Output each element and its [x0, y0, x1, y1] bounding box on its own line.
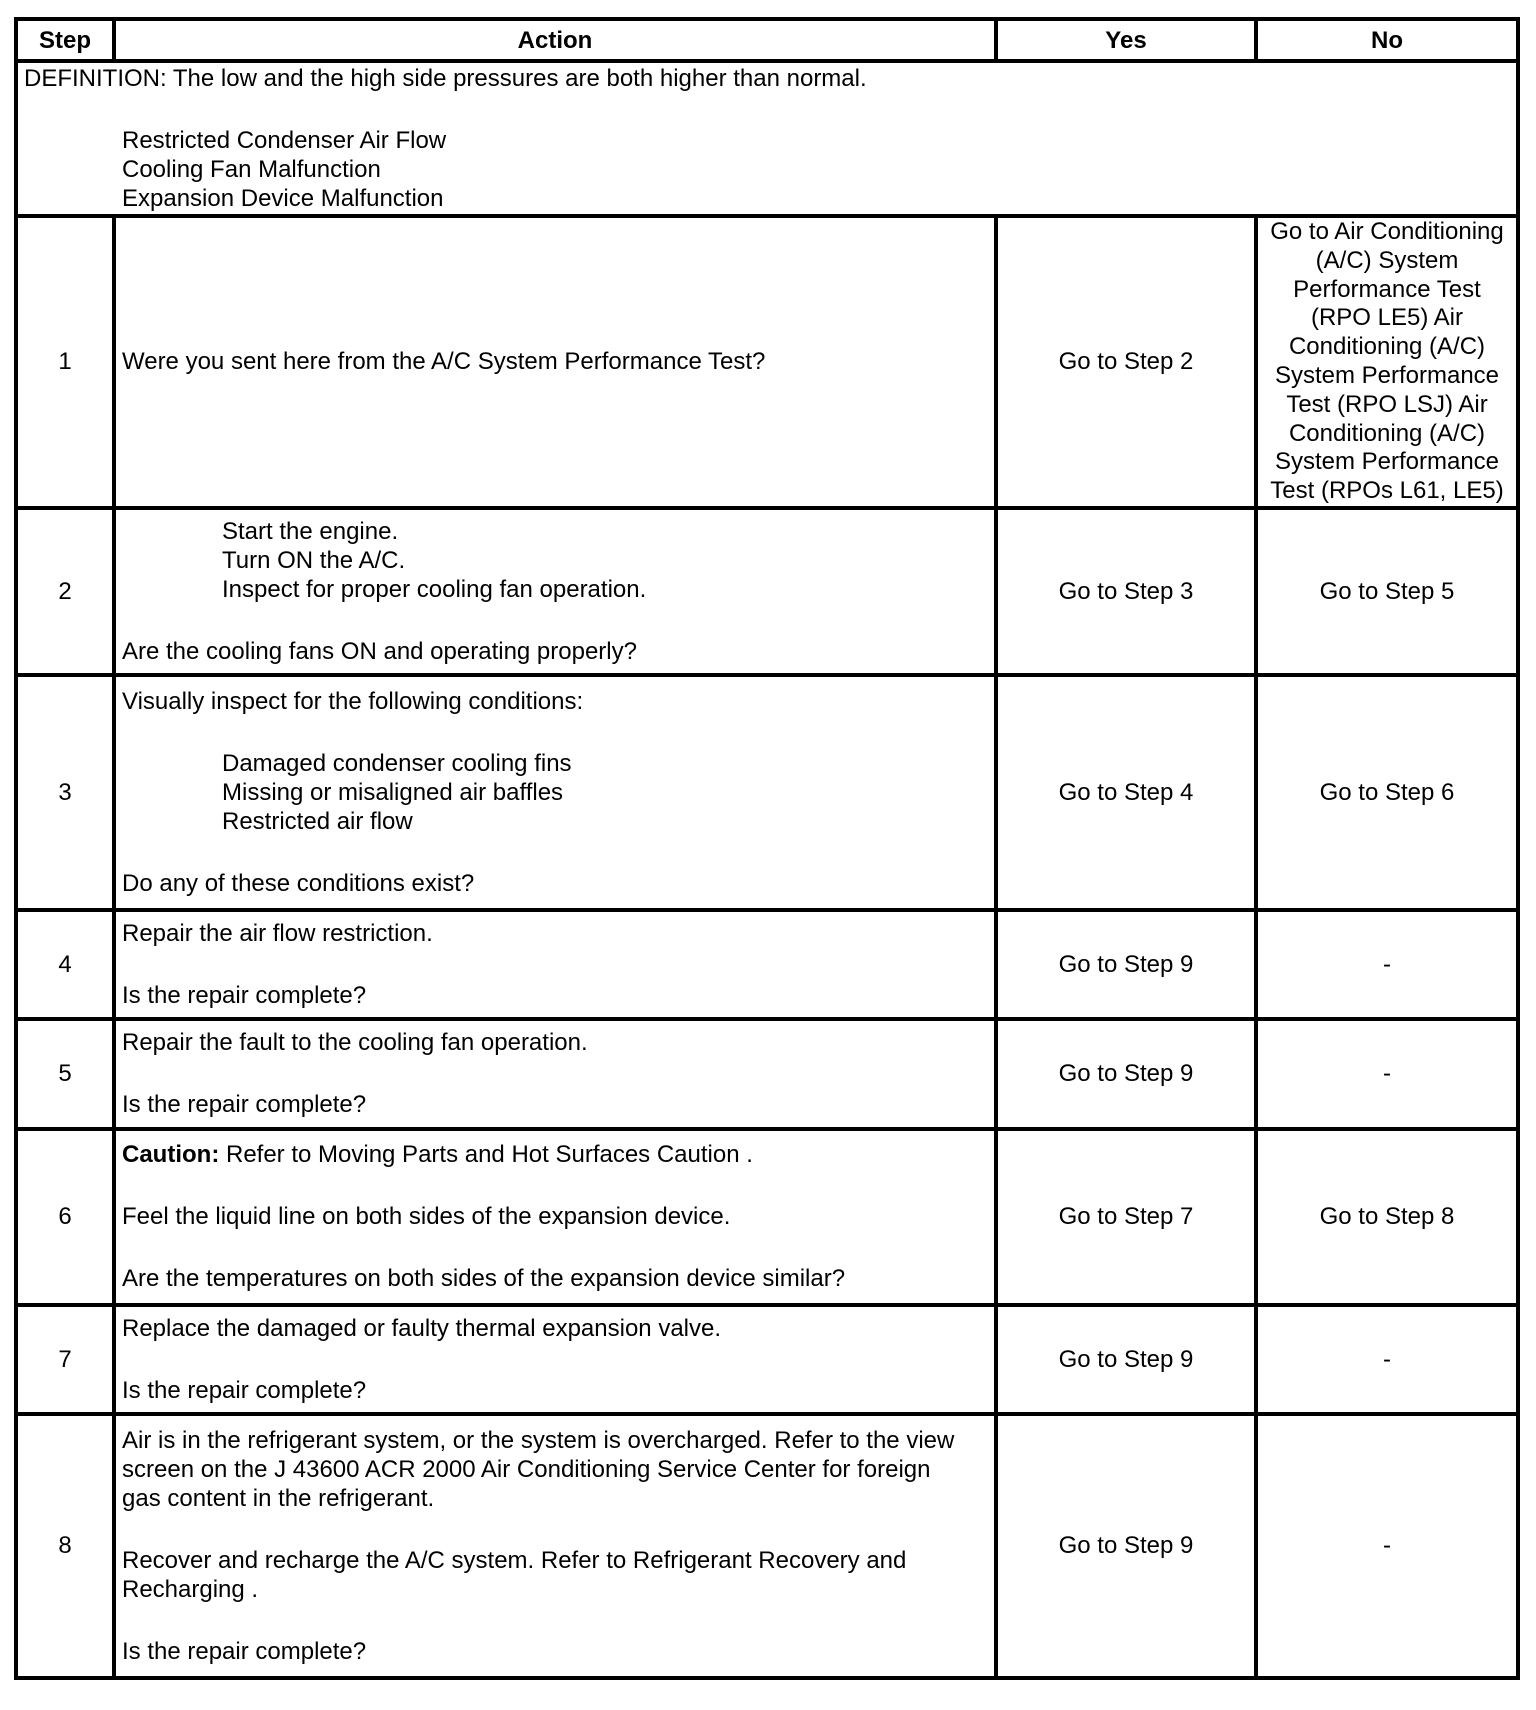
table-row [16, 216, 1518, 508]
no-link[interactable]: Go to Step 6 [1319, 778, 1455, 806]
no-link-line[interactable]: Test (RPO LSJ) Air [1286, 390, 1488, 418]
caution-label: Caution: [122, 1141, 220, 1169]
bullet-item: Inspect for proper cooling fan operation. [222, 575, 647, 603]
step-number: 3 [16, 675, 114, 910]
table-row [16, 1019, 1518, 1129]
question-text: Is the repair complete? [122, 1376, 367, 1404]
yes-link[interactable]: Go to Step 9 [1058, 1345, 1194, 1373]
paragraph-line: Air is in the refrigerant system, or the system is overcharged. Refer to the view [122, 1426, 955, 1454]
table-row [16, 1414, 1518, 1678]
question-text: Is the repair complete? [122, 1637, 367, 1665]
no-link[interactable]: Go to Step 8 [1319, 1203, 1455, 1231]
cause-item: Restricted Condenser Air Flow [122, 127, 447, 154]
intro-text: Repair the air flow restriction. [122, 919, 433, 947]
no-link-line[interactable]: Conditioning (A/C) [1288, 419, 1486, 447]
paragraph-line: Recharging . [122, 1575, 259, 1603]
table-row [16, 675, 1518, 910]
table-row [16, 508, 1518, 675]
no-value: - [1383, 1532, 1391, 1560]
action-cell [114, 216, 996, 508]
header-step: Step [16, 19, 114, 61]
action-cell [114, 508, 996, 675]
no-link-line[interactable]: Performance Test [1293, 275, 1481, 303]
bullet-item: Restricted air flow [222, 807, 413, 835]
no-cell [1256, 910, 1518, 1019]
step-number: 8 [16, 1414, 114, 1678]
definition-text: DEFINITION: The low and the high side pressures are both higher than normal. [24, 65, 867, 92]
no-cell [1256, 675, 1518, 910]
table-row [16, 910, 1518, 1019]
no-cell [1256, 1019, 1518, 1129]
caution-note [122, 1140, 988, 1169]
no-link-line[interactable]: Conditioning (A/C) [1288, 333, 1486, 361]
caution-link[interactable]: Refer to Moving Parts and Hot Surfaces Caution . [219, 1141, 753, 1169]
no-cell [1256, 1305, 1518, 1414]
step-number: 4 [16, 910, 114, 1019]
intro-text: Feel the liquid line on both sides of the expansion device. [122, 1203, 731, 1231]
action-cell [114, 910, 996, 1019]
no-link-line[interactable]: (A/C) System [1315, 246, 1459, 274]
question-text: Are the temperatures on both sides of the expansion device similar? [122, 1265, 846, 1293]
no-link-line[interactable]: Go to Air Conditioning [1270, 218, 1504, 245]
header-action: Action [114, 19, 996, 61]
action-cell [114, 1414, 996, 1678]
no-value: - [1383, 1345, 1391, 1373]
step-number: 6 [16, 1129, 114, 1305]
table-row [16, 1129, 1518, 1305]
definition-cell [16, 61, 1518, 216]
diagnostic-table [14, 17, 1520, 1680]
intro-text: Replace the damaged or faulty thermal expansion valve. [122, 1314, 722, 1342]
yes-cell [996, 910, 1256, 1019]
yes-cell [996, 1019, 1256, 1129]
no-link-line[interactable]: System Performance [1274, 361, 1500, 389]
action-cell [114, 1019, 996, 1129]
no-cell [1256, 1414, 1518, 1678]
no-cell [1256, 1129, 1518, 1305]
paragraph-line: gas content in the refrigerant. [122, 1484, 435, 1512]
yes-cell [996, 1129, 1256, 1305]
no-cell [1256, 508, 1518, 675]
step-number: 1 [16, 216, 114, 508]
step-number: 2 [16, 508, 114, 675]
cause-item: Expansion Device Malfunction [122, 185, 444, 212]
paragraph-line: screen on the J 43600 ACR 2000 Air Conditioning Service Center for foreign [122, 1455, 931, 1483]
yes-cell [996, 1305, 1256, 1414]
action-cell [114, 1129, 996, 1305]
intro-text: Repair the fault to the cooling fan operation. [122, 1029, 588, 1057]
question-text: Do any of these conditions exist? [122, 869, 475, 897]
yes-link[interactable]: Go to Step 4 [1058, 778, 1194, 806]
yes-link[interactable]: Go to Step 7 [1058, 1203, 1194, 1231]
no-value: - [1383, 1060, 1391, 1088]
step-number: 5 [16, 1019, 114, 1129]
question-text: Were you sent here from the A/C System Performance Test? [122, 348, 766, 376]
yes-cell [996, 675, 1256, 910]
yes-link[interactable]: Go to Step 3 [1058, 577, 1194, 605]
cause-item: Cooling Fan Malfunction [122, 156, 381, 183]
paragraph-line: Recover and recharge the A/C system. Refer to Refrigerant Recovery and [122, 1546, 907, 1574]
no-link-line[interactable]: (RPO LE5) Air [1310, 304, 1464, 332]
question-text: Is the repair complete? [122, 1091, 367, 1119]
yes-cell [996, 216, 1256, 508]
no-link-line[interactable]: System Performance [1274, 448, 1500, 476]
table-row [16, 1305, 1518, 1414]
yes-cell [996, 1414, 1256, 1678]
question-text: Are the cooling fans ON and operating properly? [122, 637, 637, 665]
action-cell [114, 1305, 996, 1414]
intro-text: Visually inspect for the following conditions: [122, 687, 584, 715]
bullet-item: Missing or misaligned air baffles [222, 778, 564, 806]
table-header-row [16, 19, 1518, 61]
header-no: No [1256, 19, 1518, 61]
step-number: 7 [16, 1305, 114, 1414]
bullet-item: Start the engine. [222, 517, 399, 545]
yes-link[interactable]: Go to Step 9 [1058, 1532, 1194, 1560]
yes-link[interactable]: Go to Step 9 [1058, 1060, 1194, 1088]
yes-link[interactable]: Go to Step 2 [1058, 348, 1194, 376]
no-link-line[interactable]: Test (RPOs L61, LE5) [1270, 477, 1504, 505]
definition-row [16, 61, 1518, 216]
bullet-item: Damaged condenser cooling fins [222, 749, 572, 777]
no-value: - [1383, 950, 1391, 978]
no-cell [1256, 216, 1518, 508]
yes-cell [996, 508, 1256, 675]
action-cell [114, 675, 996, 910]
no-link[interactable]: Go to Step 5 [1319, 577, 1455, 605]
question-text: Is the repair complete? [122, 981, 367, 1009]
header-yes: Yes [996, 19, 1256, 61]
bullet-item: Turn ON the A/C. [222, 546, 406, 574]
yes-link[interactable]: Go to Step 9 [1058, 950, 1194, 978]
